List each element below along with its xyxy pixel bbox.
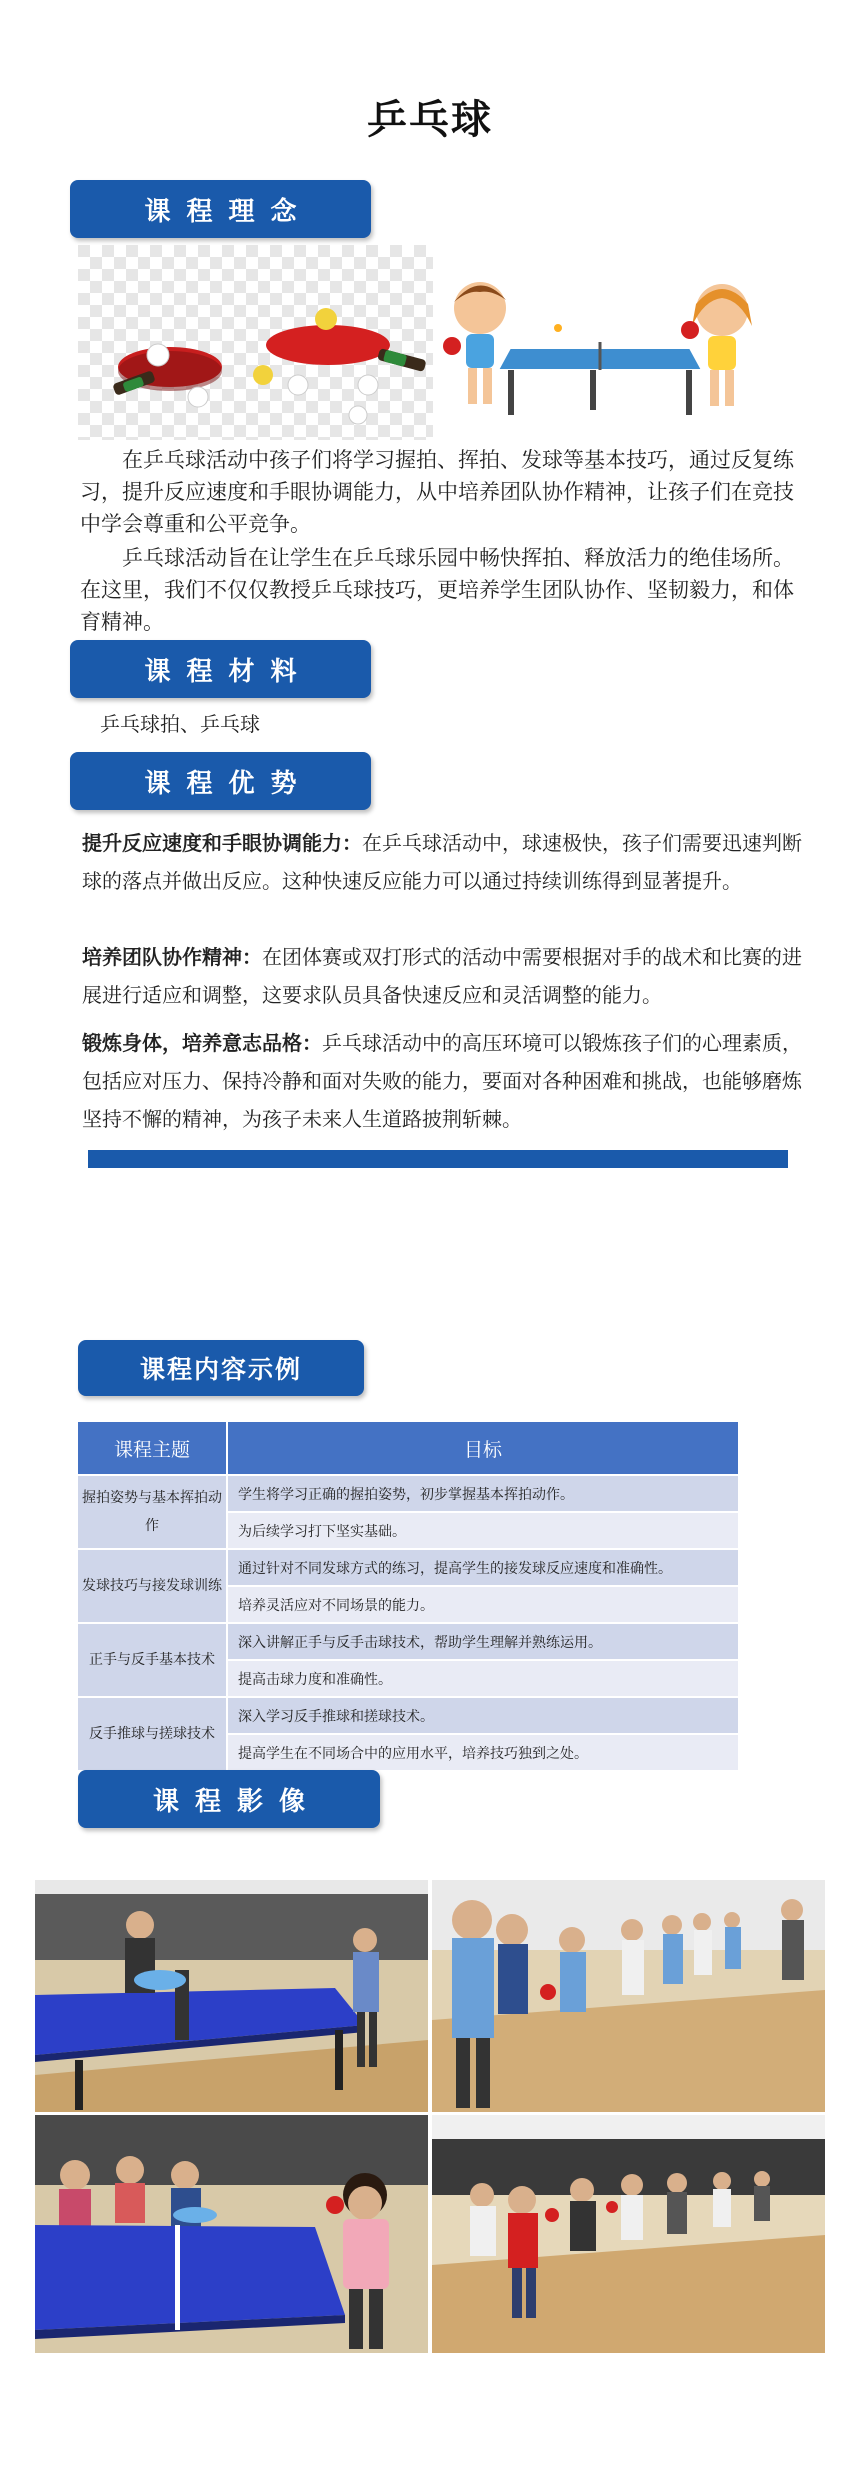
materials-text: 乒乓球拍、乒乓球 — [100, 712, 260, 736]
section-divider — [88, 1150, 788, 1168]
advantage-heading: 提升反应速度和手眼协调能力： — [82, 831, 362, 855]
advantage-heading: 培养团队协作精神： — [82, 945, 262, 969]
section-gallery-label: 课程影像 — [152, 1786, 321, 1817]
table-header-topic: 课程主题 — [77, 1421, 227, 1475]
table-cell-topic: 反手推球与搓球技术 — [77, 1697, 227, 1771]
philosophy-paragraph-1: 在乒乓球活动中孩子们将学习握拍、挥拍、发球等基本技巧，通过反复练习，提升反应速度和手眼协调能力，从中培养团队协作精神，让孩子们在竞技中学会尊重和公平竞争。 — [80, 448, 794, 536]
section-content-label: 课程内容示例 — [139, 1355, 302, 1384]
class-photo-2 — [432, 1880, 825, 2112]
kids-playing-illustration — [440, 270, 760, 430]
table-cell-goal: 提高学生在不同场合中的应用水平，培养技巧独到之处。 — [227, 1734, 739, 1771]
table-cell-goal: 通过针对不同发球方式的练习，提高学生的接发球反应速度和准确性。 — [227, 1549, 739, 1586]
class-photo-1 — [35, 1880, 428, 2112]
table-cell-goal: 培养灵活应对不同场景的能力。 — [227, 1586, 739, 1623]
section-advantages-label: 课程优势 — [144, 768, 313, 799]
table-row — [77, 1475, 739, 1512]
advantage-item — [82, 938, 817, 1014]
section-philosophy-label: 课程理念 — [144, 196, 313, 227]
advantage-text: 在团体赛或双打形式的活动中需要根据对手的战术和比赛的进展进行适应和调整，这要求队员具备快速反应和灵活调整的能力。 — [82, 945, 802, 1007]
advantage-item — [82, 1024, 817, 1138]
table-cell-goal: 深入讲解正手与反手击球技术，帮助学生理解并熟练运用。 — [227, 1623, 739, 1660]
table-cell-goal: 学生将学习正确的握拍姿势，初步掌握基本挥拍动作。 — [227, 1475, 739, 1512]
table-row — [77, 1697, 739, 1734]
section-materials-label: 课程材料 — [144, 656, 313, 687]
philosophy-paragraph-2: 乒乓球活动旨在让学生在乒乓球乐园中畅快挥拍、释放活力的绝佳场所。在这里，我们不仅仅教授乒乓球技巧，更培养学生团队协作、坚韧毅力，和体育精神。 — [80, 546, 794, 634]
table-row — [77, 1549, 739, 1586]
section-content-header — [78, 1340, 364, 1396]
class-photo-4 — [432, 2115, 825, 2353]
advantage-heading: 锻炼身体，培养意志品格： — [82, 1031, 322, 1055]
table-cell-topic: 发球技巧与接发球训练 — [77, 1549, 227, 1623]
table-cell-topic: 握拍姿势与基本挥拍动作 — [77, 1475, 227, 1549]
table-header-goal: 目标 — [227, 1421, 739, 1475]
section-philosophy-header — [70, 180, 371, 238]
section-gallery-header — [78, 1770, 380, 1828]
advantage-text: 乒乓球活动中的高压环境可以锻炼孩子们的心理素质，包括应对压力、保持冷静和面对失败的能力，要面对各种困难和挑战，也能够磨炼坚持不懈的精神，为孩子未来人生道路披荆斩棘。 — [82, 1031, 802, 1131]
section-advantages-header — [70, 752, 371, 810]
paddles-illustration — [78, 245, 433, 440]
advantage-text: 在乒乓球活动中，球速极快，孩子们需要迅速判断球的落点并做出反应。这种快速反应能力可以通过持续训练得到显著提升。 — [82, 831, 802, 893]
course-table — [76, 1420, 740, 1772]
table-cell-goal: 提高击球力度和准确性。 — [227, 1660, 739, 1697]
page-title: 乒乓球 — [367, 97, 493, 143]
table-cell-topic: 正手与反手基本技术 — [77, 1623, 227, 1697]
advantage-item — [82, 824, 817, 900]
class-photo-3 — [35, 2115, 428, 2353]
table-cell-goal: 为后续学习打下坚实基础。 — [227, 1512, 739, 1549]
section-materials-header — [70, 640, 371, 698]
table-row — [77, 1623, 739, 1660]
table-cell-goal: 深入学习反手推球和搓球技术。 — [227, 1697, 739, 1734]
